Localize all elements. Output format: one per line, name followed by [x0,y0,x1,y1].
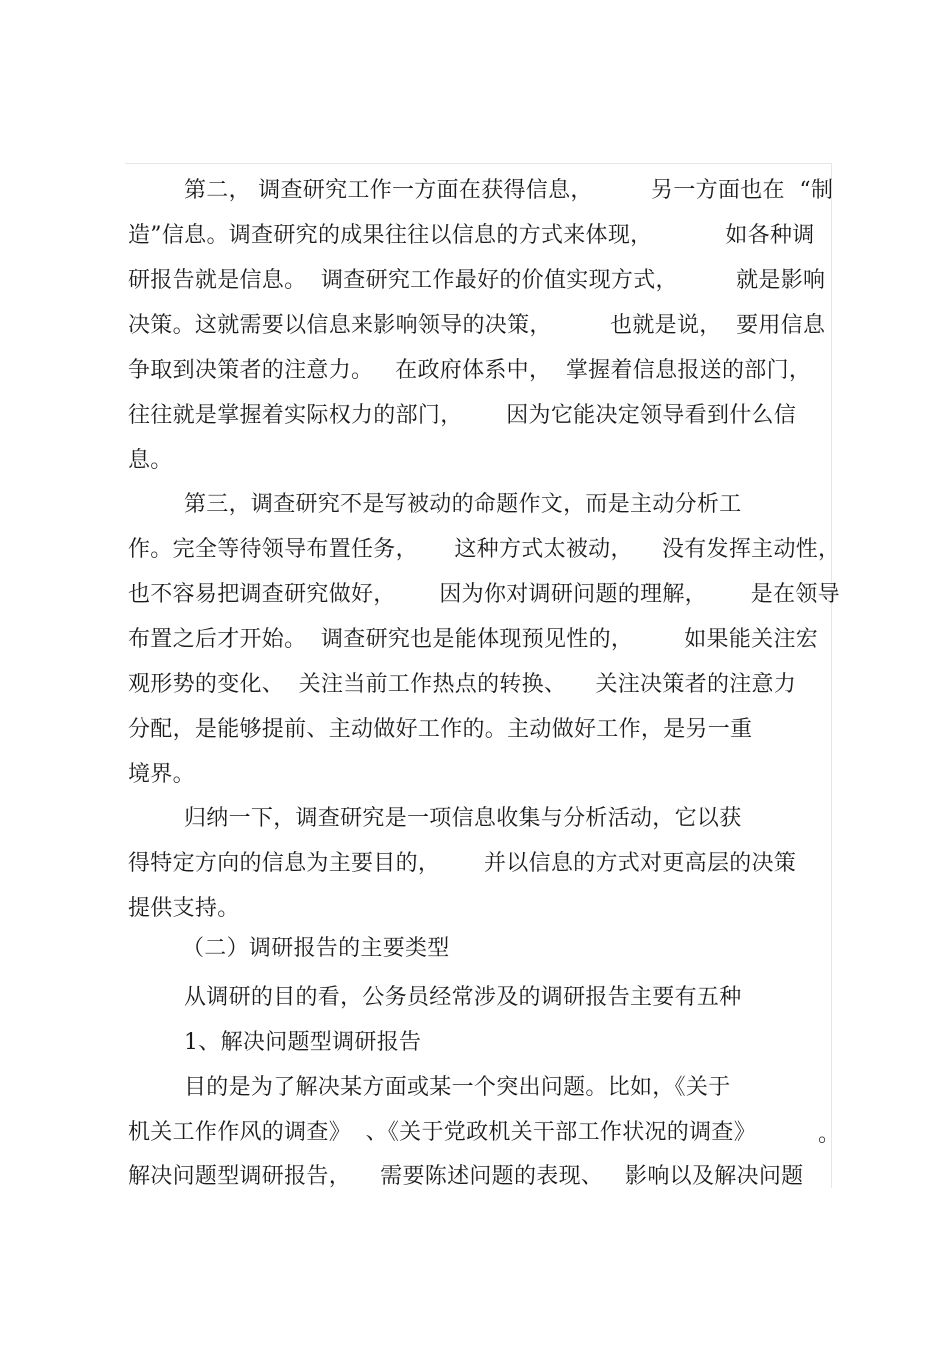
paragraph-line: 作。完全等待领导布置任务， 这种方式太被动， 没有发挥主动性， [128,537,841,562]
paragraph-line: 机关工作作风的调查》 、《关于党政机关干部工作状况的调查》 [128,1120,756,1145]
paragraph-line: 分配，是能够提前、主动做好工作的。主动做好工作，是另一重 [128,717,753,742]
paragraph-line: 境界。 [128,762,195,787]
paragraph-line: 往往就是掌握着实际权力的部门， 因为它能决定领导看到什么信 [128,403,797,428]
paragraph-line: 观形势的变化、 关注当前工作热点的转换、 关注决策者的注意力 [128,672,797,697]
trailing-punctuation: 。 [818,1122,841,1147]
paragraph-line: 造”信息。调查研究的成果往往以信息的方式来体现， 如各种调 [128,223,815,248]
paragraph-line: 布置之后才开始。 调查研究也是能体现预见性的， 如果能关注宏 [128,627,819,652]
paragraph-line: 解决问题型调研报告， 需要陈述问题的表现、 影响以及解决问题 [128,1164,804,1189]
paragraph-line: 第三，调查研究不是写被动的命题作文，而是主动分析工 [184,492,742,517]
paragraph-line: 从调研的目的看，公务员经常涉及的调研报告主要有五种 [184,985,742,1010]
paragraph-line: 也不容易把调查研究做好， 因为你对调研问题的理解， 是在领导 [128,582,840,607]
paragraph-line: 归纳一下，调查研究是一项信息收集与分析活动，它以获 [184,806,742,831]
paragraph-line: 得特定方向的信息为主要目的， 并以信息的方式对更高层的决策 [128,851,797,876]
paragraph-line: 争取到决策者的注意力。 在政府体系中， 掌握着信息报送的部门， [128,358,812,383]
subheading: 1、解决问题型调研报告 [184,1030,422,1055]
paragraph-line: 目的是为了解决某方面或某一个突出问题。比如，《关于 [184,1075,731,1100]
paragraph-line: 息。 [128,448,173,473]
section-heading: （二）调研报告的主要类型 [182,936,450,961]
paragraph-line: 提供支持。 [128,896,240,921]
paragraph-line: 决策。这就需要以信息来影响领导的决策， 也就是说， 要用信息 [128,313,826,338]
paragraph-line: 研报告就是信息。 调查研究工作最好的价值实现方式， 就是影响 [128,268,826,293]
paragraph-line: 第二， 调查研究工作一方面在获得信息， 另一方面也在 “制 [184,178,834,203]
